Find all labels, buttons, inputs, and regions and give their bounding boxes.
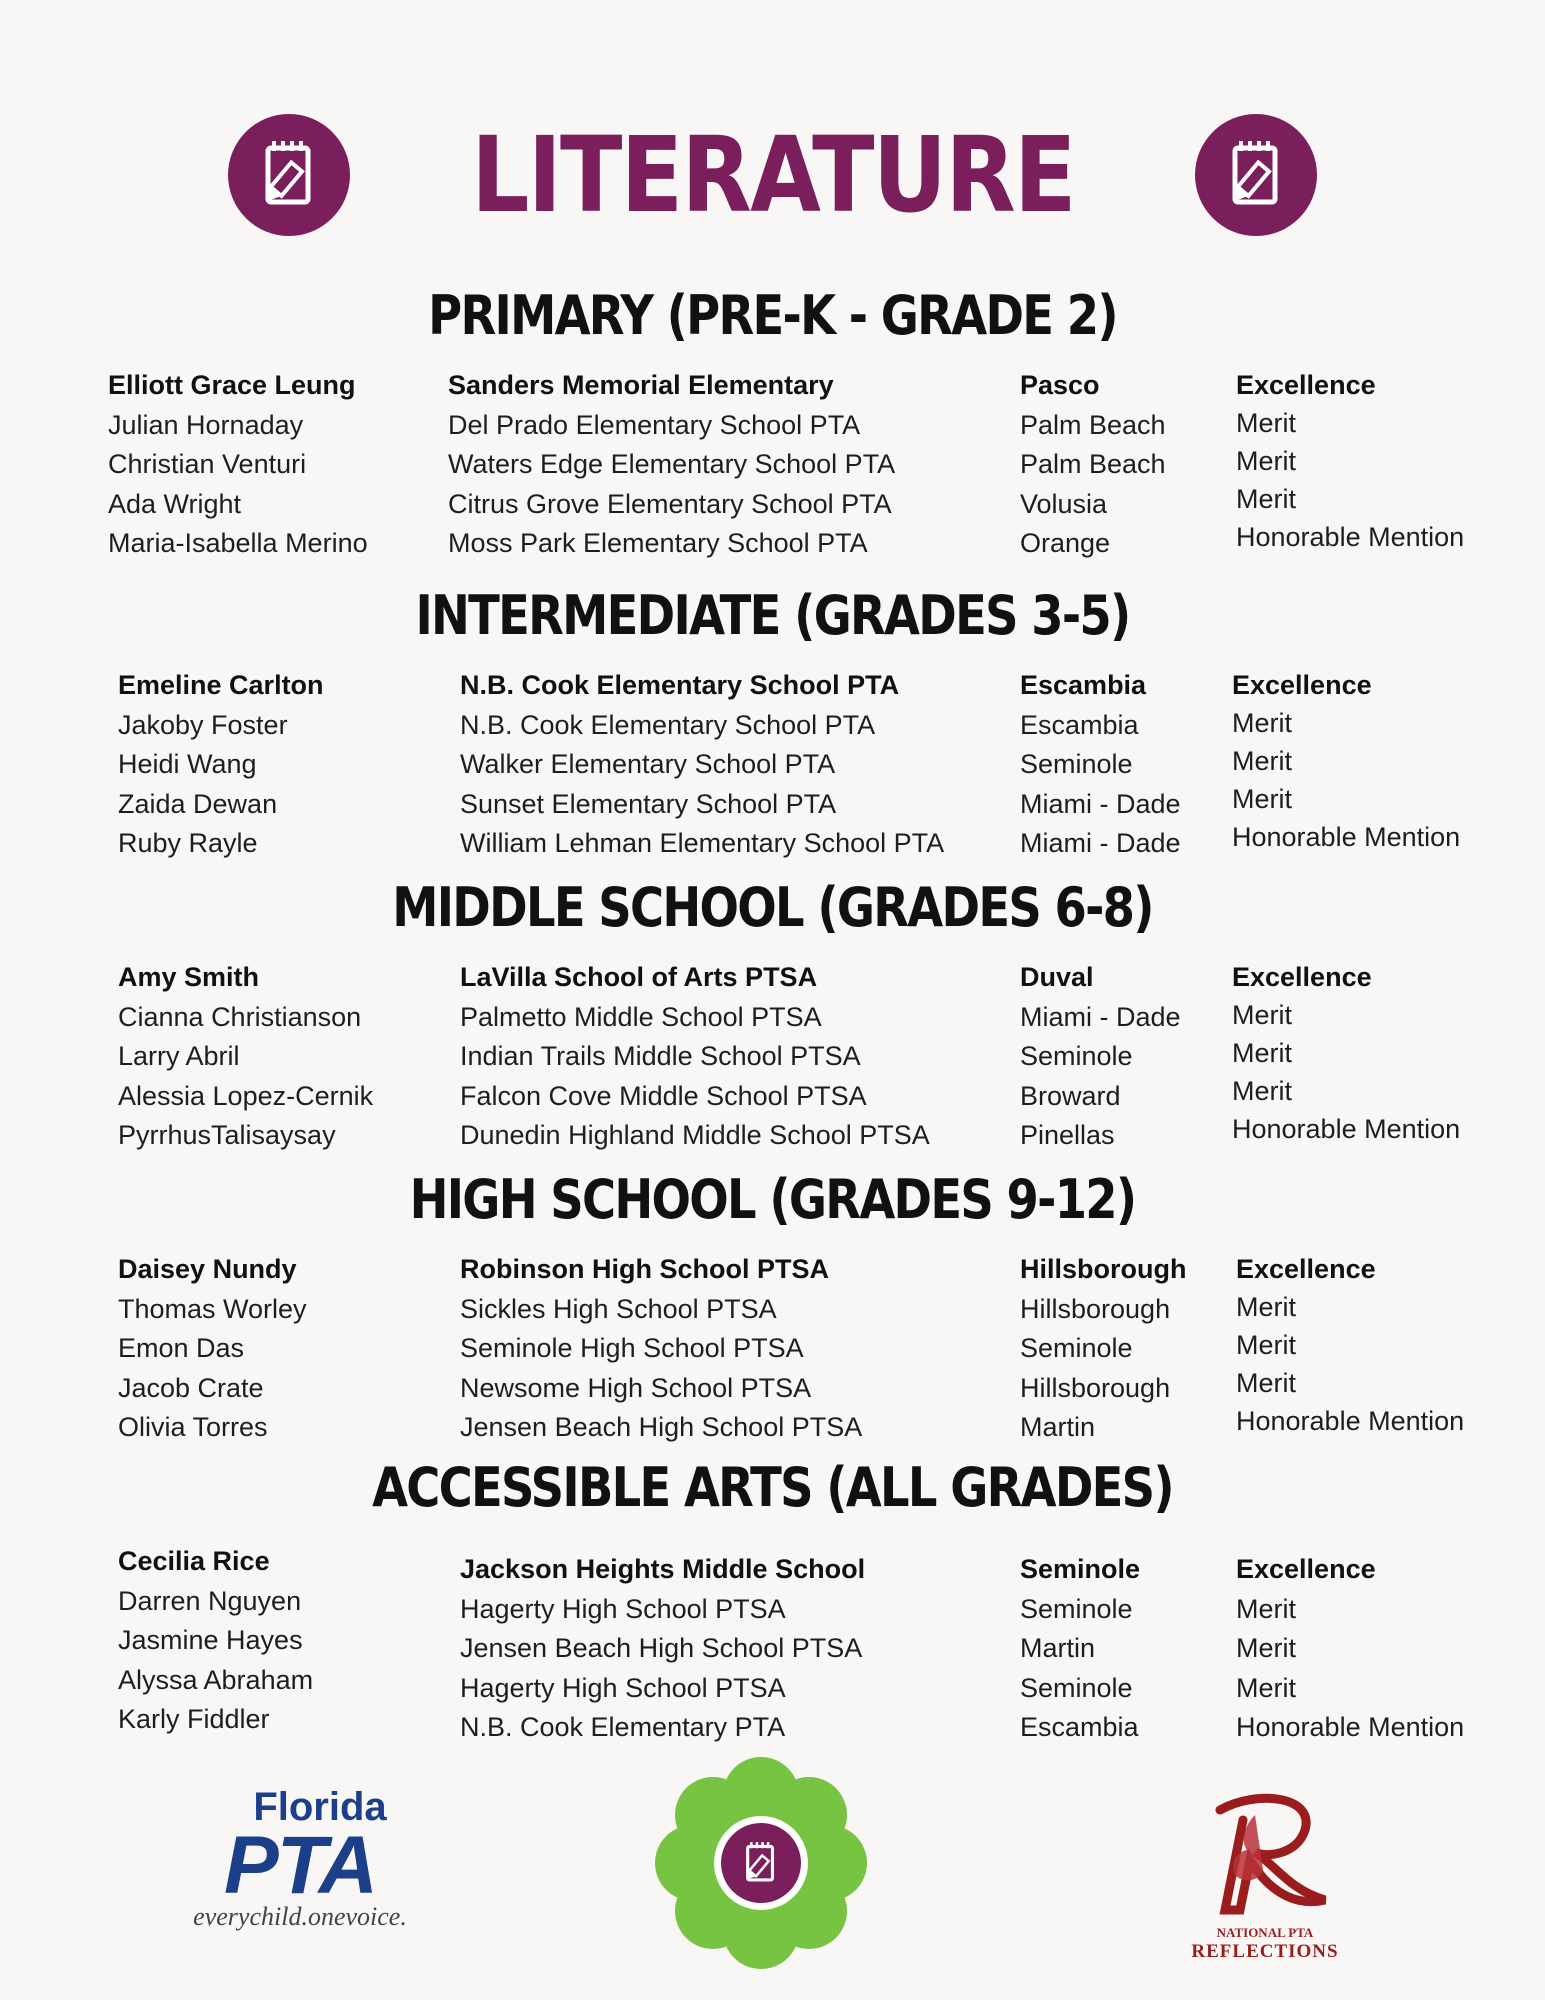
footer-logos [0,1750,1545,1990]
award-level: Excellence [1232,670,1372,700]
counties-column [1020,1250,1186,1448]
award-level: Merit [1236,446,1296,476]
section-title: INTERMEDIATE (GRADES 3-5) [415,584,1130,647]
county-name: Hillsborough [1020,1293,1171,1324]
school-name: Sickles High School PTSA [460,1293,777,1324]
school-name: LaVilla School of Arts PTSA [460,962,818,992]
school-name: N.B. Cook Elementary PTA [460,1712,786,1742]
winner-name: Cianna Christianson [118,1001,362,1032]
award-level: Merit [1232,784,1292,814]
winner-name: Thomas Worley [118,1293,307,1324]
county-name: Pasco [1020,370,1100,400]
school-name: N.B. Cook Elementary School PTA [460,709,876,740]
winner-name: PyrrhusTalisaysay [118,1120,336,1150]
section-title: MIDDLE SCHOOL (GRADES 6-8) [392,876,1153,939]
school-name: Waters Edge Elementary School PTA [448,449,896,479]
award-level: Excellence [1236,370,1376,400]
award-level: Honorable Mention [1232,822,1461,852]
county-name: Miami - Dade [1020,828,1181,858]
award-level: Merit [1236,1330,1296,1360]
county-name: Miami - Dade [1020,1001,1181,1032]
school-name: Newsome High School PTSA [460,1372,812,1403]
section-middle-school [0,878,1545,1163]
award-level: Merit [1236,484,1296,514]
school-name: Citrus Grove Elementary School PTA [448,488,892,519]
winner-name: Amy Smith [118,962,260,992]
counties-column [1020,958,1181,1156]
names-column [108,366,368,564]
winner-name: Jacob Crate [118,1372,264,1403]
notepad-pencil-icon [1195,114,1317,236]
school-name: Robinson High School PTSA [460,1254,829,1284]
county-name: Broward [1020,1080,1121,1111]
school-name: Dunedin Highland Middle School PTSA [460,1120,930,1150]
winner-name: Emon Das [118,1333,245,1363]
awards-column [1236,366,1464,556]
winner-name: Larry Abril [118,1041,240,1071]
winner-name: Ruby Rayle [118,828,258,858]
county-name: Seminole [1020,1554,1141,1584]
schools-column [460,958,930,1156]
winner-name: Cecilia Rice [118,1546,270,1576]
florida-pta-logo [150,1785,450,1932]
winner-name: Jasmine Hayes [118,1625,303,1655]
county-name: Palm Beach [1020,409,1166,440]
awards-column [1232,666,1460,856]
schools-column [460,1250,862,1448]
county-name: Orange [1020,528,1111,558]
counties-column [1020,1550,1140,1748]
county-name: Miami - Dade [1020,788,1181,819]
section-high-school [0,1170,1545,1455]
winner-name: Alyssa Abraham [118,1664,314,1695]
winner-name: Ada Wright [108,488,242,519]
county-name: Hillsborough [1020,1372,1171,1403]
county-name: Pinellas [1020,1120,1115,1150]
names-column [118,666,324,864]
awards-column [1236,1250,1464,1440]
award-level: Merit [1236,1672,1296,1703]
page-header [0,105,1545,245]
county-name: Seminole [1020,1672,1133,1703]
award-level: Merit [1232,1000,1292,1030]
winner-name: Daisey Nundy [118,1254,297,1284]
county-name: Seminole [1020,1593,1133,1624]
county-name: Duval [1020,962,1094,992]
florida-pta-logo-main: PTA [224,1820,376,1911]
winner-name: Darren Nguyen [118,1585,302,1616]
award-level: Merit [1236,1593,1296,1624]
school-name: N.B. Cook Elementary School PTA [460,670,900,700]
florida-pta-logo-top: Florida [253,1785,387,1829]
county-name: Hillsborough [1020,1254,1187,1284]
winner-name: Julian Hornaday [108,409,304,440]
county-name: Martin [1020,1412,1096,1442]
county-name: Martin [1020,1633,1096,1663]
award-level: Merit [1232,746,1292,776]
winner-name: Karly Fiddler [118,1704,270,1734]
schools-column [448,366,895,564]
county-name: Escambia [1020,1712,1139,1742]
school-name: Indian Trails Middle School PTSA [460,1041,861,1071]
schools-column [460,666,944,864]
award-level: Merit [1236,408,1296,438]
award-level: Honorable Mention [1236,1712,1465,1742]
awards-column [1232,958,1460,1148]
page-title: LITERATURE [470,114,1075,236]
county-name: Seminole [1020,1333,1133,1363]
school-name: Hagerty High School PTSA [460,1672,786,1703]
award-level: Merit [1236,1633,1296,1663]
section-title: PRIMARY (PRE-K - GRADE 2) [428,284,1117,347]
winner-name: Jakoby Foster [118,709,288,740]
award-level: Excellence [1236,1254,1376,1284]
winner-name: Christian Venturi [108,449,307,479]
reflections-logo-line1: NATIONAL PTA [1216,1925,1314,1940]
award-level: Excellence [1232,962,1372,992]
section-primary [0,286,1545,571]
counties-column [1020,666,1181,864]
school-name: Jackson Heights Middle School [460,1554,866,1584]
county-name: Escambia [1020,670,1147,700]
winner-name: Alessia Lopez-Cernik [118,1080,374,1111]
section-intermediate [0,586,1545,871]
school-name: William Lehman Elementary School PTA [460,828,945,858]
county-name: Volusia [1020,488,1108,519]
school-name: Palmetto Middle School PTSA [460,1001,822,1032]
section-title: HIGH SCHOOL (GRADES 9-12) [409,1168,1136,1231]
award-level: Merit [1232,1076,1292,1106]
school-name: Moss Park Elementary School PTA [448,528,868,558]
county-name: Palm Beach [1020,449,1166,479]
award-level: Honorable Mention [1236,1406,1465,1436]
winner-name: Emeline Carlton [118,670,324,700]
counties-column [1020,366,1166,564]
reflections-logo [1165,1790,1365,1963]
school-name: Jensen Beach High School PTSA [460,1412,863,1442]
names-column [118,1542,313,1740]
reflections-logo-line2: REFLECTIONS [1191,1941,1339,1962]
county-name: Escambia [1020,709,1139,740]
county-name: Seminole [1020,749,1133,779]
schools-column [460,1550,865,1748]
flower-logo [648,1750,874,1981]
school-name: Falcon Cove Middle School PTSA [460,1080,867,1111]
county-name: Seminole [1020,1041,1133,1071]
school-name: Sunset Elementary School PTA [460,788,837,819]
winner-name: Maria-Isabella Merino [108,528,368,558]
florida-pta-tagline: everychild.onevoice. [193,1902,407,1931]
winner-name: Zaida Dewan [118,788,278,819]
award-level: Merit [1236,1368,1296,1398]
section-title: ACCESSIBLE ARTS (ALL GRADES) [372,1456,1173,1519]
award-level: Merit [1232,1038,1292,1068]
school-name: Del Prado Elementary School PTA [448,409,861,440]
names-column [118,958,373,1156]
names-column [118,1250,307,1448]
school-name: Jensen Beach High School PTSA [460,1633,863,1663]
awards-column [1236,1550,1464,1748]
school-name: Walker Elementary School PTA [460,749,836,779]
school-name: Seminole High School PTSA [460,1333,804,1363]
school-name: Hagerty High School PTSA [460,1593,786,1624]
reflections-emblem [1185,1790,1345,1920]
winner-name: Heidi Wang [118,749,257,779]
section-accessible-arts [0,1458,1545,1747]
award-level: Merit [1232,708,1292,738]
winner-name: Elliott Grace Leung [108,370,356,400]
notepad-pencil-icon [228,114,350,236]
winner-name: Olivia Torres [118,1412,268,1442]
award-level: Excellence [1236,1554,1376,1584]
school-name: Sanders Memorial Elementary [448,370,834,400]
award-level: Honorable Mention [1232,1114,1461,1144]
award-level: Merit [1236,1292,1296,1322]
award-level: Honorable Mention [1236,522,1465,552]
